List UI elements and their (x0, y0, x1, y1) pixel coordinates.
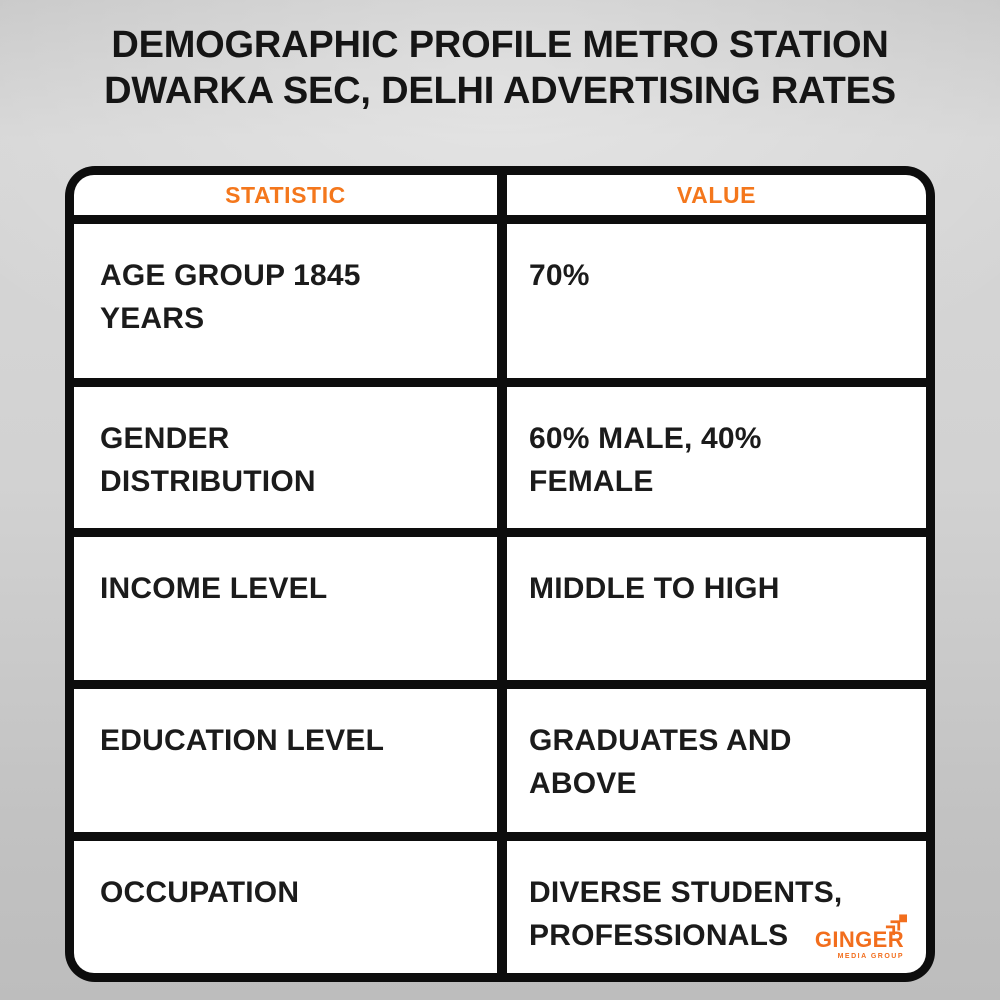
demographics-table (65, 166, 935, 982)
column-header-value: VALUE (507, 175, 926, 215)
page-title (0, 22, 1000, 114)
table-row-1-statistic: AGE GROUP 1845 YEARS (74, 224, 497, 378)
logo-tagline: MEDIA GROUP (837, 953, 904, 960)
stacked-squares-icon (885, 914, 907, 936)
title-line-2: DWARKA SEC, DELHI ADVERTISING RATES (104, 70, 896, 112)
table-row-2-statistic: GENDER DISTRIBUTION (74, 387, 497, 528)
table-row-5-statistic: OCCUPATION (74, 841, 497, 973)
table-row-1-value: 70% (507, 224, 926, 378)
title-line-1: DEMOGRAPHIC PROFILE METRO STATION (111, 24, 889, 66)
table-row-4-value: GRADUATES AND ABOVE (507, 689, 926, 832)
ginger-media-group-logo (815, 929, 904, 960)
table-row-4-statistic: EDUCATION LEVEL (74, 689, 497, 832)
table-row-3-value: MIDDLE TO HIGH (507, 537, 926, 680)
logo-name: GINGER (814, 927, 904, 952)
table-row-3-statistic: INCOME LEVEL (74, 537, 497, 680)
table-row-5-value-cell (507, 841, 926, 973)
table-row-5-value: DIVERSE STUDENTS, PROFESSIONALS (529, 876, 843, 952)
column-header-statistic: STATISTIC (74, 175, 497, 215)
table-row-2-value: 60% MALE, 40% FEMALE (507, 387, 926, 528)
